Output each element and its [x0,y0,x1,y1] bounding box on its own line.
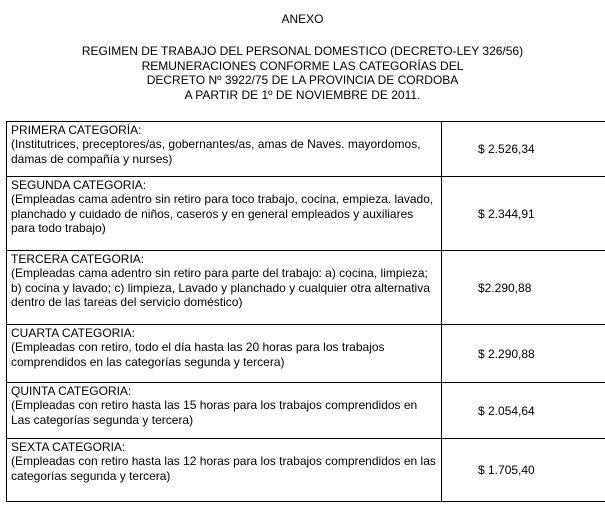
category-name: PRIMERA CATEGORÍA: [11,123,142,137]
category-description-cell [7,177,442,251]
heading-line: A PARTIR DE 1º DE NOVIEMBRE DE 2011. [184,87,421,102]
category-amount: $ 2.344,91 [442,177,605,251]
category-name: SEGUNDA CATEGORIA: [11,178,147,192]
category-amount: $ 2.290,88 [442,325,605,383]
category-name: QUINTA CATEGORIA: [11,384,132,398]
document-heading [0,44,605,102]
category-detail: (Empleadas cama adentro sin retiro para toco trabajo, cocina, empieza. lavado, planchado y cuidado de niños, caseros y en general empleados y auxiliares para todo trabajo) [11,192,434,236]
category-amount: $2.290,88 [442,251,605,325]
table-row [7,383,605,439]
document-title: ANEXO [281,12,324,26]
table-row [7,122,605,177]
category-detail: (Empleadas cama adentro sin retiro para parte del trabajo: a) cocina, limpieza; b) cocina y lavado; c) limpieza, Lavado y planchado y cualquier otra alternativa dentro de las tareas del servicio doméstico) [11,266,430,310]
category-name: CUARTA CATEGORIA: [11,326,136,340]
category-detail: (Empleadas con retiro hasta las 15 horas para los trabajos comprendidos en Las categorías segunda y tercera) [11,398,418,427]
category-amount: $ 1.705,40 [442,439,605,502]
category-detail: (Empleadas con retiro hasta las 12 horas para los trabajos comprendidos en las categorías segunda y tercera) [11,454,436,483]
table-row [7,325,605,383]
category-detail: (Empleadas con retiro, todo el día hasta las 20 horas para los trabajos comprendidos en las categorías segunda y tercera) [11,340,385,369]
category-description-cell [7,325,442,383]
category-detail: (Institutrices, preceptores/as, gobernantes/as, amas de Naves. mayordomos, damas de compañía y nurses) [11,137,421,166]
table-row [7,439,605,502]
category-description-cell [7,251,442,325]
heading-line: REGIMEN DE TRABAJO DEL PERSONAL DOMESTICO (DECRETO-LEY 326/56) [81,44,524,58]
heading-line: DECRETO Nº 3922/75 DE LA PROVINCIA DE CORDOBA [146,73,459,87]
category-amount: $ 2.054,64 [442,383,605,439]
table-row [7,177,605,251]
salary-table [6,121,605,502]
category-description-cell [7,439,442,502]
category-amount: $ 2.526,34 [442,122,605,177]
table-row [7,251,605,325]
heading-line: REMUNERACIONES CONFORME LAS CATEGORÍAS DEL [141,58,464,73]
category-name: SEXTA CATEGORIA: [11,440,126,454]
category-description-cell [7,122,442,177]
category-name: TERCERA CATEGORIA: [11,252,145,266]
category-description-cell [7,383,442,439]
